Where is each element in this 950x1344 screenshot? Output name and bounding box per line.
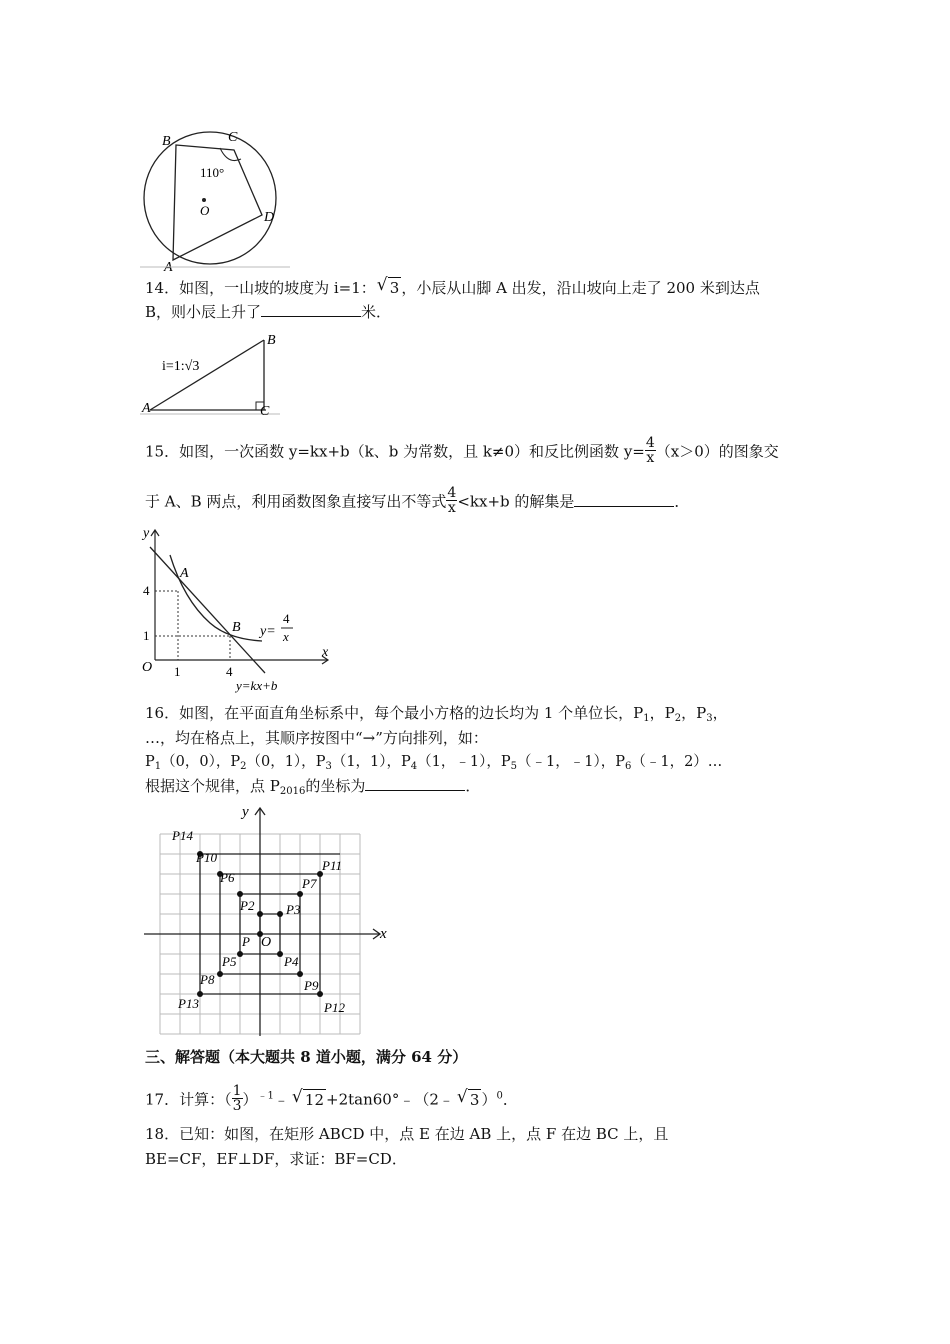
origin-label: O: [142, 660, 153, 675]
sqrt-3: √ 3: [468, 1089, 482, 1110]
tick-y-4: 4: [143, 583, 150, 598]
q17: 17．计算：（ $\frac{1}{3}$ ）$^{﹣1}$﹣√ 12 +2tan60°﹣（2﹣√ 3 ）$^0$．: [145, 1086, 518, 1115]
answer-blank-q14[interactable]: [261, 302, 361, 317]
q15-line1: 15．如图，一次函数 y=kx+b（k、b 为常数，且 k≠0）和反比例函数 y= $\frac{4}{x}$ （x＞0）的图象交: [145, 435, 779, 466]
label-d: D: [264, 210, 275, 225]
point-label: P3: [286, 902, 301, 917]
lattice-point: [277, 951, 283, 957]
answer-blank-q16[interactable]: [365, 776, 465, 791]
label-a: A: [164, 260, 173, 275]
lattice-point: [297, 891, 303, 897]
q18-line1: 18．已知：如图，在矩形 ABCD 中，点 E 在边 AB 上，点 F 在边 BC 上，且: [145, 1125, 669, 1143]
angle-label: 110°: [200, 165, 225, 180]
point-label: P: [242, 934, 250, 949]
point-label: P2: [240, 898, 255, 913]
curve-equation-denominator: x: [283, 629, 289, 644]
lattice-point: [237, 951, 243, 957]
point-label: P5: [222, 954, 237, 969]
point-label: P10: [196, 850, 217, 865]
slope-figure: [140, 330, 280, 418]
label-c: C: [260, 404, 270, 418]
label-a: A: [142, 401, 151, 416]
answer-blank-q15[interactable]: [574, 492, 674, 507]
point-a-label: A: [180, 566, 189, 581]
point-label: P12: [324, 1000, 345, 1015]
point-label: P4: [284, 954, 299, 969]
section-heading: 三、解答题（本大题共 8 道小题，满分 64 分）: [145, 1048, 468, 1066]
center-point: [202, 198, 206, 202]
sqrt-12: √ 12: [303, 1089, 326, 1110]
point-b-label: B: [232, 620, 241, 635]
point-label: P9: [304, 978, 319, 993]
function-graph-figure: [140, 525, 335, 695]
q16-line4: 根据这个规律，点 $P_{2016}$的坐标为 ．: [145, 777, 481, 797]
label-b: B: [162, 134, 171, 149]
q14-line2: B，则小辰上升了 米．: [145, 303, 392, 321]
y-axis-label: y: [143, 526, 150, 541]
q16-line1: 16．如图，在平面直角坐标系中，每个最小方格的边长均为 1 个单位长，$P_1$，$P_2$，$P_3$，: [145, 704, 728, 724]
origin-label: O: [261, 935, 272, 950]
lattice-point: [257, 911, 263, 917]
x-axis-label: x: [322, 645, 329, 660]
line-kx-plus-b: [150, 547, 265, 673]
tick-x-4: 4: [226, 664, 233, 679]
tick-x-1: 1: [174, 664, 181, 679]
slope-label: i=1:√3: [162, 359, 200, 374]
label-b: B: [267, 333, 276, 348]
line-equation-label: y=kx+b: [236, 678, 278, 693]
fraction-4-over-x: $\frac{4}{x}$: [447, 485, 457, 516]
fraction-1-over-3: $\frac{1}{3}$: [232, 1083, 242, 1114]
sqrt-3: √ 3: [388, 277, 402, 298]
lattice-point: [297, 971, 303, 977]
lattice-point: [237, 891, 243, 897]
point-label: P13: [178, 996, 199, 1011]
point-label: P8: [200, 972, 215, 987]
y-axis-label: y: [242, 804, 249, 820]
point-label: P14: [172, 828, 193, 843]
q18-line2: BE=CF，EF⊥DF，求证：BF=CD．: [145, 1150, 407, 1168]
label-o: O: [200, 203, 210, 218]
point-label: P6: [220, 870, 235, 885]
tick-y-1: 1: [143, 628, 150, 643]
curve-equation-numerator: 4: [283, 611, 290, 626]
point-label: P7: [302, 876, 317, 891]
grid-spiral-figure: [140, 800, 390, 1040]
curve-equation-lhs: y=: [260, 624, 276, 639]
circle-quadrilateral-figure: [140, 125, 290, 275]
q14-line1: 14．如图，一山坡的坡度为 i=1：√ 3 ，小辰从山脚 A 出发，沿山坡向上走了 200 米到达点: [145, 277, 760, 298]
label-c: C: [228, 130, 238, 145]
point-label: P11: [322, 858, 342, 873]
q15-line2: 于 A、B 两点，利用函数图象直接写出不等式 $\frac{4}{x}$ <kx+b 的解集是 ．: [145, 485, 690, 516]
x-axis-label: x: [380, 926, 387, 942]
lattice-point: [277, 911, 283, 917]
q16-line2: …，均在格点上，其顺序按图中“→”方向排列，如：: [145, 729, 488, 747]
fraction-4-over-x: $\frac{4}{x}$: [645, 435, 655, 466]
lattice-point: [217, 971, 223, 977]
q16-line3: $P_1(0$，0），$P_2(0$，1），$P_3(1$，1），$P_4(1$，﹣1），$P_5(﹣1$，﹣1），$P_6(﹣1$，2）…: [145, 754, 723, 772]
